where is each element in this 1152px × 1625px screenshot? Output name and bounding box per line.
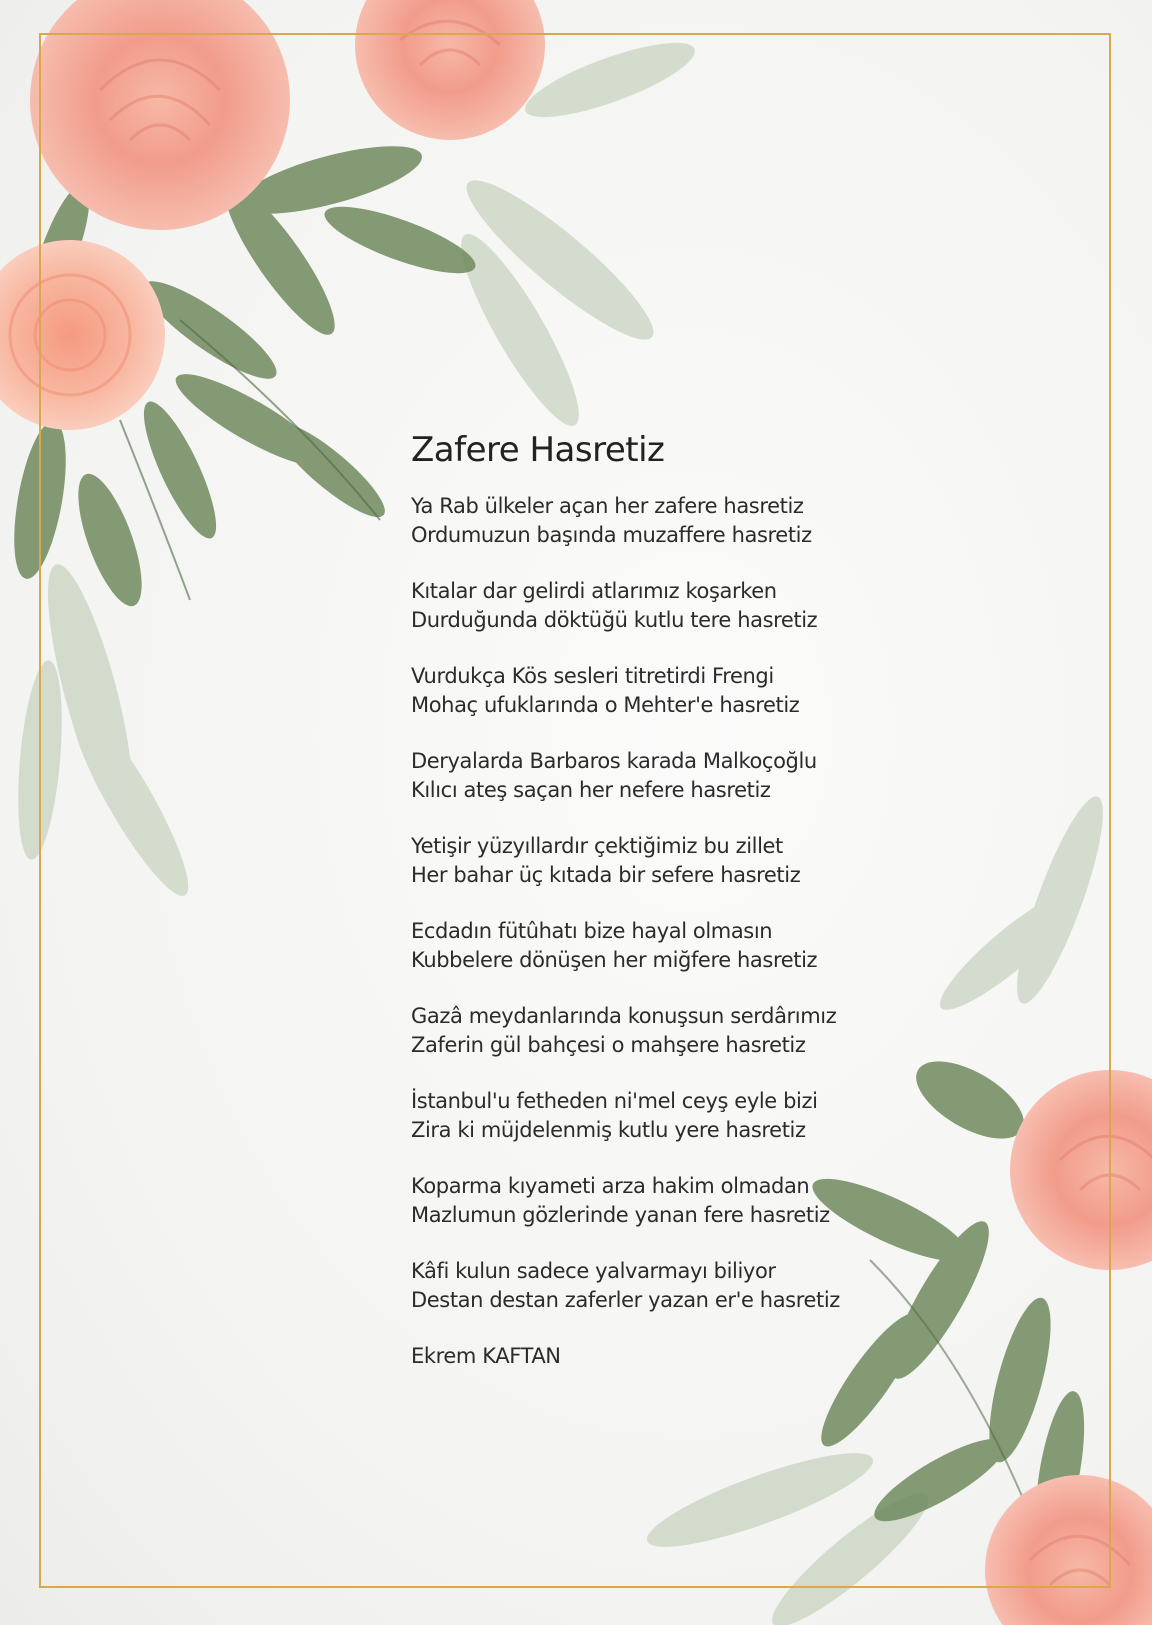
poem-author: Ekrem KAFTAN (411, 1344, 561, 1368)
stanza (411, 1087, 881, 1145)
poem-line: Zaferin gül bahçesi o mahşere hasretiz (411, 1033, 806, 1057)
poem-line: Yetişir yüzyıllardır çektiğimiz bu zillet (411, 834, 783, 858)
stanza (411, 1257, 881, 1315)
poem-line: Mazlumun gözlerinde yanan fere hasretiz (411, 1203, 830, 1227)
poem-line: Kıtalar dar gelirdi atlarımız koşarken (411, 579, 777, 603)
stanza (411, 917, 881, 975)
stanza (411, 832, 881, 890)
stanza (411, 662, 881, 720)
poem-line: Ordumuzun başında muzaffere hasretiz (411, 523, 812, 547)
poem-line: Koparma kıyameti arza hakim olmadan (411, 1174, 810, 1198)
poem-line: Vurdukça Kös sesleri titretirdi Frengi (411, 664, 774, 688)
poem-title: Zafere Hasretiz (411, 430, 665, 470)
stanza (411, 747, 881, 805)
poem-line: İstanbul'u fetheden ni'mel ceyş eyle bizi (411, 1089, 818, 1113)
poem-line: Durduğunda döktüğü kutlu tere hasretiz (411, 608, 818, 632)
poem-line: Kâfi kulun sadece yalvarmayı biliyor (411, 1259, 776, 1283)
poem-line: Kubbelere dönüşen her miğfere hasretiz (411, 948, 818, 972)
stanza (411, 1172, 881, 1230)
poem-line: Her bahar üç kıtada bir sefere hasretiz (411, 863, 801, 887)
poem-line: Mohaç ufuklarında o Mehter'e hasretiz (411, 693, 800, 717)
poem-line: Destan destan zaferler yazan er'e hasretiz (411, 1288, 840, 1312)
poem-line: Gazâ meydanlarında konuşsun serdârımız (411, 1004, 837, 1028)
stanza (411, 577, 881, 635)
poem-line: Ecdadın fütûhatı bize hayal olmasın (411, 919, 773, 943)
poem (411, 430, 881, 1371)
poem-line: Zira ki müjdelenmiş kutlu yere hasretiz (411, 1118, 806, 1142)
poem-line: Deryalarda Barbaros karada Malkoçoğlu (411, 749, 817, 773)
stanza (411, 1002, 881, 1060)
poem-line: Kılıcı ateş saçan her nefere hasretiz (411, 778, 771, 802)
poem-line: Ya Rab ülkeler açan her zafere hasretiz (411, 494, 804, 518)
stanza (411, 492, 881, 550)
